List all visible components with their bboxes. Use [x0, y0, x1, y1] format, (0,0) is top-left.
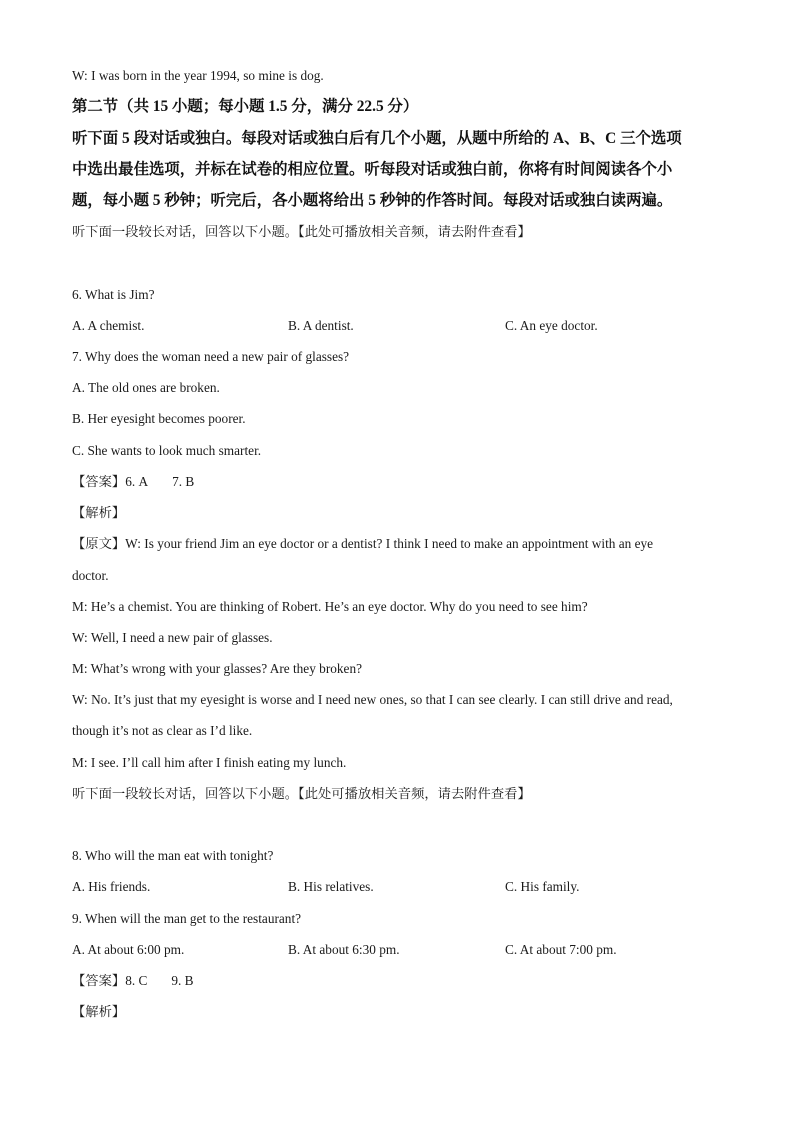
q8-option-b: B. His relatives.	[288, 879, 374, 894]
analysis-heading-2: 【解析】	[72, 1004, 126, 1019]
section-heading: 第二节（共 15 小题；每小题 1.5 分，满分 22.5 分）	[72, 98, 419, 115]
analysis-heading: 【解析】	[72, 505, 126, 520]
answer-7: 7. B	[172, 474, 195, 489]
answer-9: 9. B	[171, 973, 194, 988]
instructions-line-2: 中选出最佳选项，并标在试卷的相应位置。听每段对话或独白前，你将有时间阅读各个小	[72, 161, 673, 178]
transcript-line: doctor.	[72, 568, 109, 583]
dialogue-line: W: I was born in the year 1994, so mine is dog.	[72, 68, 324, 83]
listening-instruction-2: 听下面一段较长对话，回答以下小题。【此处可播放相关音频，请去附件查看】	[72, 786, 531, 801]
transcript-line: W: Well, I need a new pair of glasses.	[72, 630, 273, 645]
question-6: 6. What is Jim?	[72, 287, 155, 302]
q7-option-c: C. She wants to look much smarter.	[72, 443, 262, 458]
q8-option-a: A. His friends.	[72, 879, 151, 894]
transcript-line: M: He’s a chemist. You are thinking of Robert. He’s an eye doctor. Why do you need to see him?	[72, 599, 588, 614]
transcript-line: M: I see. I’ll call him after I finish eating my lunch.	[72, 755, 347, 770]
answer-tag: 【答案】	[72, 474, 126, 489]
q9-option-b: B. At about 6:30 pm.	[288, 942, 400, 957]
answer-row-2	[72, 972, 194, 990]
transcript-line: M: What’s wrong with your glasses? Are they broken?	[72, 661, 363, 676]
listening-instruction: 听下面一段较长对话，回答以下小题。【此处可播放相关音频，请去附件查看】	[72, 224, 531, 239]
q6-option-a: A. A chemist.	[72, 318, 145, 333]
q6-option-c: C. An eye doctor.	[505, 318, 598, 333]
question-8: 8. Who will the man eat with tonight?	[72, 848, 274, 863]
transcript-line: 【原文】W: Is your friend Jim an eye doctor or a dentist? I think I need to make an appointment with an eye	[72, 536, 654, 551]
q7-option-a: A. The old ones are broken.	[72, 380, 220, 395]
q9-option-c: C. At about 7:00 pm.	[505, 942, 617, 957]
question-9: 9. When will the man get to the restaurant?	[72, 911, 302, 926]
instructions-line-1: 听下面 5 段对话或独白。每段对话或独白后有几个小题，从题中所给的 A、B、C 三个选项	[72, 130, 682, 147]
answer-tag: 【答案】	[72, 973, 126, 988]
q7-option-b: B. Her eyesight becomes poorer.	[72, 411, 246, 426]
answer-row-1	[72, 473, 194, 491]
q8-option-c: C. His family.	[505, 879, 580, 894]
transcript-line: though it’s not as clear as I’d like.	[72, 723, 253, 738]
question-7: 7. Why does the woman need a new pair of glasses?	[72, 349, 350, 364]
q6-option-b: B. A dentist.	[288, 318, 354, 333]
answer-6: 6. A	[125, 474, 149, 489]
transcript-line: W: No. It’s just that my eyesight is worse and I need new ones, so that I can see clearly. I can still drive and read,	[72, 692, 673, 707]
answer-8: 8. C	[125, 973, 148, 988]
q9-option-a: A. At about 6:00 pm.	[72, 942, 185, 957]
instructions-line-3: 题，每小题 5 秒钟；听完后，各小题将给出 5 秒钟的作答时间。每段对话或独白读两遍。	[72, 192, 673, 209]
